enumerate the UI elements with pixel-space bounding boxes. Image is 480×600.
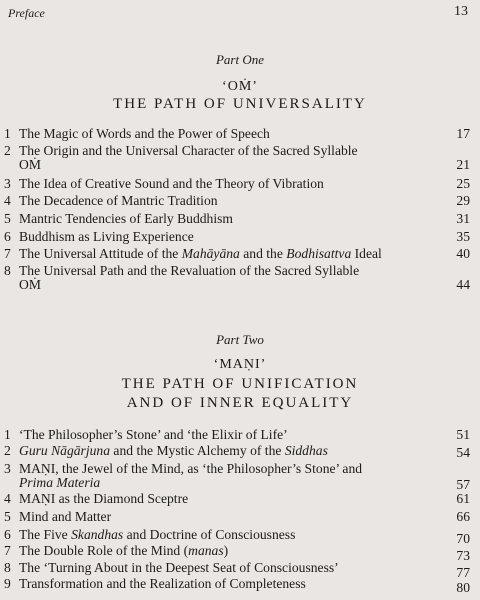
toc-entry[interactable] <box>4 264 470 294</box>
entry-number: 7 <box>4 246 11 261</box>
entry-title: Transformation and the Realization of Completeness <box>19 576 306 591</box>
entry-title: The Decadence of Mantric Tradition <box>19 193 218 208</box>
page-number: 13 <box>454 4 468 19</box>
entry-title: Mantric Tendencies of Early Buddhism <box>19 211 233 226</box>
entry-title: The Universal Attitude of the Mahāyāna and the Bodhisattva Ideal <box>19 246 382 261</box>
toc-entry[interactable] <box>4 462 470 492</box>
part-one-title: THE PATH OF UNIVERSALITY <box>113 96 367 112</box>
entry-page: 35 <box>456 229 470 244</box>
part-two-title-line2: AND OF INNER EQUALITY <box>126 395 354 411</box>
entry-page: 29 <box>456 193 470 208</box>
entry-page: 80 <box>456 580 470 595</box>
entry-number: 2 <box>4 443 11 458</box>
entry-page: 31 <box>456 211 470 226</box>
entry-title: The Universal Path and the Revaluation of the Sacred Syllable <box>19 263 360 278</box>
entry-title: Guru Nāgārjuna and the Mystic Alchemy of the Siddhas <box>19 443 328 458</box>
entry-page: 73 <box>456 548 470 563</box>
entry-number: 2 <box>4 143 11 158</box>
part-two-title-line1: THE PATH OF UNIFICATION <box>121 376 359 392</box>
part-two-syllable: ‘MAṆI’ <box>213 357 267 372</box>
part-two-label: Part Two <box>216 332 264 347</box>
entry-number: 4 <box>4 193 11 208</box>
entry-title-continued: Prima Materia <box>19 475 101 490</box>
entry-page: 17 <box>456 126 470 141</box>
entry-number: 8 <box>4 263 11 278</box>
entry-title: The ‘Turning About in the Deepest Seat of Consciousness’ <box>19 560 339 575</box>
entry-number: 5 <box>4 211 11 226</box>
entry-number: 8 <box>4 560 11 575</box>
entry-page: 57 <box>456 477 470 492</box>
entry-title-continued: OṀ <box>19 277 41 292</box>
entry-title: The Origin and the Universal Character of the Sacred Syllable <box>19 143 358 158</box>
entry-title: MAṆI as the Diamond Sceptre <box>19 491 189 506</box>
entry-number: 5 <box>4 509 11 524</box>
entry-page: 66 <box>456 509 470 524</box>
entry-page: 40 <box>456 246 470 261</box>
entry-title-continued: OṀ <box>19 157 41 172</box>
entry-page: 21 <box>456 157 470 172</box>
part-one-syllable: ‘OṀ’ <box>222 79 258 94</box>
entry-number: 7 <box>4 543 11 558</box>
entry-title: The Idea of Creative Sound and the Theory of Vibration <box>19 176 324 191</box>
toc-entry[interactable] <box>4 144 470 174</box>
entry-title: MAṆI, the Jewel of the Mind, as ‘the Philosopher’s Stone’ and <box>19 461 363 476</box>
entry-number: 1 <box>4 427 11 442</box>
entry-page: 77 <box>456 565 470 580</box>
entry-number: 9 <box>4 576 11 591</box>
entry-page: 51 <box>456 427 470 442</box>
entry-page: 44 <box>456 277 470 292</box>
part-one-label: Part One <box>215 52 265 67</box>
entry-number: 4 <box>4 491 11 506</box>
entry-title: Mind and Matter <box>19 509 112 524</box>
entry-page: 54 <box>456 445 470 460</box>
entry-number: 1 <box>4 126 11 141</box>
entry-title: The Magic of Words and the Power of Speech <box>19 126 270 141</box>
entry-page: 70 <box>456 531 470 546</box>
entry-number: 6 <box>4 527 11 542</box>
entry-number: 6 <box>4 229 11 244</box>
entry-number: 3 <box>4 176 11 191</box>
running-header: Preface <box>8 6 45 20</box>
entry-title: The Five Skandhas and Doctrine of Consciousness <box>19 527 296 542</box>
entry-page: 25 <box>456 176 470 191</box>
entry-number: 3 <box>4 461 11 476</box>
entry-page: 61 <box>456 491 470 506</box>
entry-title: Buddhism as Living Experience <box>19 229 194 244</box>
entry-title: The Double Role of the Mind (manas) <box>19 543 229 558</box>
entry-title: ‘The Philosopher’s Stone’ and ‘the Elixir of Life’ <box>19 427 288 442</box>
